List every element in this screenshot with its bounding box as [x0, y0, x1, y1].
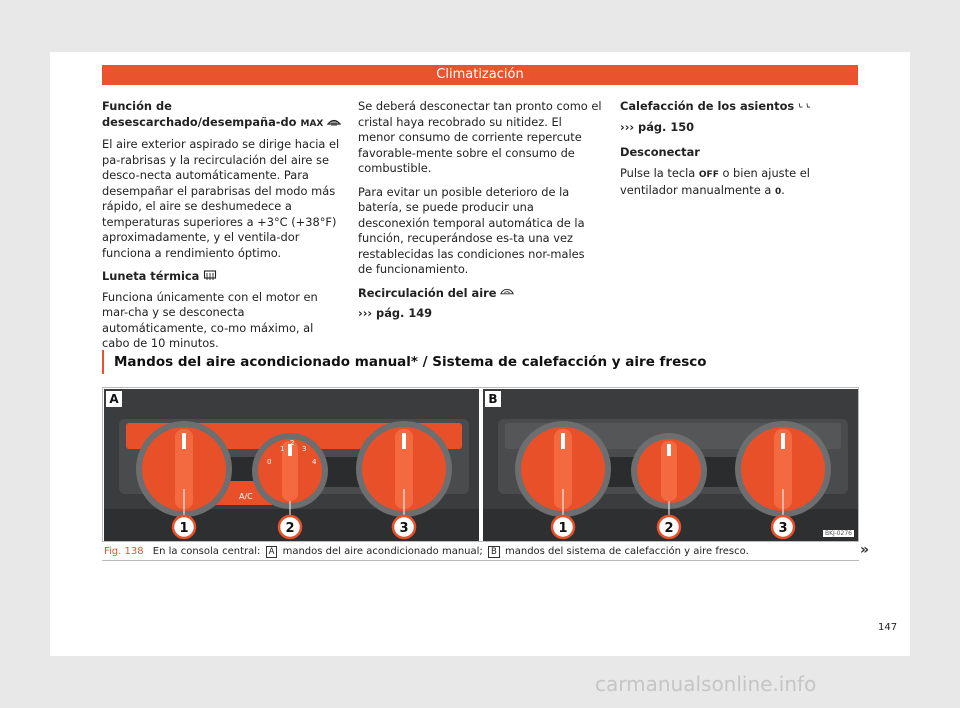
caption-box-b: B: [488, 546, 500, 558]
caption-box-a: A: [266, 546, 278, 558]
disconnect-text: Pulse la tecla OFF o bien ajuste el ventilador manualmente a 0.: [620, 166, 860, 201]
svg-text:3: 3: [399, 521, 409, 536]
page-number: 147: [878, 622, 898, 633]
panel-a-manual-ac: [104, 389, 479, 541]
heading-defrost: Función de desescarchado/desempaña-do MAX: [102, 99, 342, 132]
panel-b-heating: [483, 389, 858, 541]
continue-mark: »: [860, 542, 870, 558]
column-3: [620, 99, 860, 209]
svg-text:3: 3: [302, 445, 307, 453]
col2-paragraph-1: Se deberá desconectar tan pronto como el cristal haya recobrado su nitidez. El menor consumo de corriente repercute favorable-mente sobre el consumo de combustible.: [358, 99, 602, 175]
defrost-icon: [327, 116, 341, 127]
panel-b-illustration: [483, 389, 858, 541]
chapter-header: Climatización: [102, 65, 858, 85]
zero-symbol: 0: [774, 187, 782, 197]
defrost-text: El aire exterior aspirado se dirige hacia el pa-rabrisas y la recirculación del aire se desco-necta automáticamente. Para desempañar el parabrisas del modo más rápido, el aire se deshumedece a temperaturas superiores a +3°C (+38°F) aproximadamente, y el ventila-dor funciona a rendimiento óptimo.: [102, 137, 340, 260]
svg-text:3: 3: [778, 521, 788, 536]
watermark: carmanualsonline.info: [595, 672, 817, 696]
figure-138: [102, 387, 859, 542]
figure-code: BKJ-0276: [824, 530, 852, 537]
seat-heating-ref[interactable]: ››› pág. 150: [620, 119, 695, 134]
recirculation-icon: [500, 287, 514, 298]
heading-rear-window: Luneta térmica: [102, 269, 342, 285]
off-symbol: OFF: [698, 169, 719, 180]
heading-recirculation: Recirculación del aire: [358, 286, 602, 302]
svg-text:0: 0: [267, 458, 272, 466]
heading-seat-heating: Calefacción de los asientos: [620, 99, 860, 115]
figure-caption: Fig. 138 En la consola central: A mandos del aire acondicionado manual; B mandos del sistema de calefacción y aire fresco.: [102, 543, 859, 561]
panel-b-letter: B: [485, 391, 501, 407]
max-symbol: MAX: [300, 118, 324, 129]
figure-label: Fig. 138: [104, 546, 144, 557]
panel-a-letter: A: [106, 391, 122, 407]
svg-text:4: 4: [312, 458, 317, 466]
recirculation-ref[interactable]: ››› pág. 149: [358, 306, 433, 320]
rear-window-heat-icon: [203, 270, 217, 281]
svg-text:2: 2: [285, 521, 295, 536]
svg-text:1: 1: [280, 445, 285, 453]
panel-a-illustration: [104, 389, 479, 541]
rear-window-text: Funciona únicamente con el motor en mar-cha y se desconecta automáticamente, co-mo máximo, al cabo de 10 minutos.: [102, 289, 318, 350]
section-title: Mandos del aire acondicionado manual* / Sistema de calefacción y aire fresco: [102, 350, 862, 374]
svg-text:1: 1: [558, 521, 568, 536]
ac-label: A/C: [239, 492, 253, 501]
col2-paragraph-2: Para evitar un posible deterioro de la batería, se puede producir una desconexión temporal automática de la función, recuperándose es-ta una vez restablecidas las condiciones nor-males de funcionamiento.: [358, 184, 585, 276]
seat-heating-icon: [798, 100, 812, 111]
column-2: [358, 99, 602, 332]
svg-text:2: 2: [664, 521, 674, 536]
heading-disconnect: Desconectar: [620, 145, 700, 159]
svg-text:1: 1: [179, 521, 189, 536]
column-1: [102, 99, 342, 360]
manual-page: [50, 52, 910, 656]
svg-text:2: 2: [290, 439, 295, 447]
